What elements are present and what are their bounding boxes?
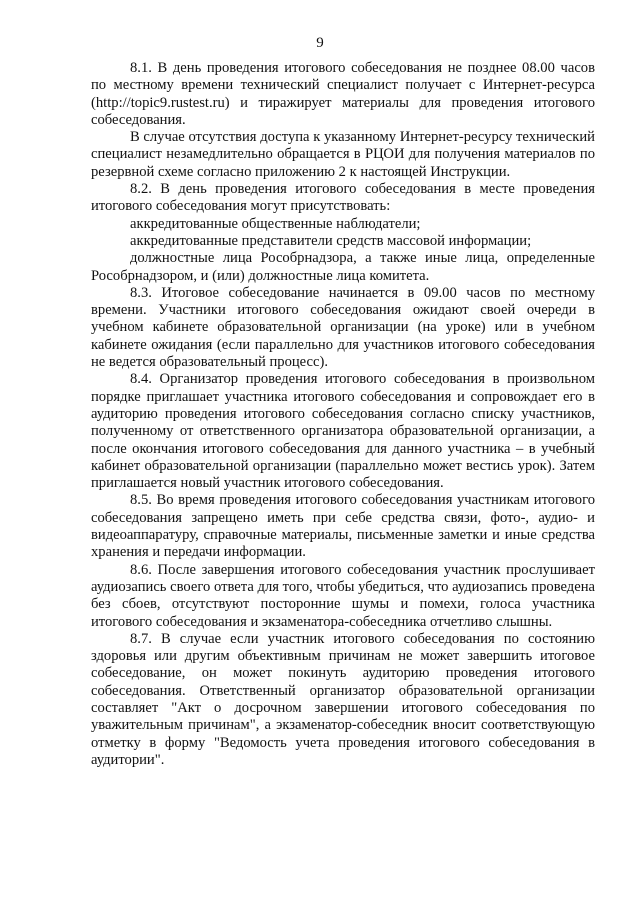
paragraph-8-6: 8.6. После завершения итогового собеседования участник прослушивает аудиозапись своего ответа для того, чтобы убедиться, что аудиозапись проведена без сбоев, отсутствуют посторонние шумы и помехи, голоса участника итогового собеседования и экзаменатора-собеседника отчетливо слышны. xyxy=(91,561,595,630)
paragraph-8-1-reserve: В случае отсутствия доступа к указанному Интернет-ресурсу технический специалист незамедлительно обращается в РЦОИ для получения материалов по резервной схеме согласно приложению 2 к настоящей Инструкции. xyxy=(91,129,595,180)
paragraph-8-4: 8.4. Организатор проведения итогового собеседования в произвольном порядке приглашает участника итогового собеседования и сопровождает его в аудиторию проведения итогового собеседования согласно списку участников, полученному от ответственного организатора образовательной организации, а после окончания итогового собеседования для данного участника – в учебный кабинет образовательной организации (параллельно может вестись урок). Затем приглашается новый участник итогового собеседования. xyxy=(91,371,595,492)
document-body xyxy=(91,60,595,769)
paragraph-8-7: 8.7. В случае если участник итогового собеседования по состоянию здоровья или другим объективным причинам не может завершить итоговое собеседование, он может покинуть аудиторию проведения итогового собеседования. Ответственный организатор образовательной организации составляет "Акт о досрочном завершении итогового собеседования по уважительным причинам", а экзаменатор-собеседник вносит соответствующую отметку в форму "Ведомость учета проведения итогового собеседования в аудитории". xyxy=(91,630,595,768)
page-number: 9 xyxy=(316,35,324,51)
paragraph-8-5: 8.5. Во время проведения итогового собеседования участникам итогового собеседования запрещено иметь при себе средства связи, фото-, аудио- и видеоаппаратуру, справочные материалы, письменные заметки и иные средства хранения и передачи информации. xyxy=(91,492,595,561)
paragraph-8-1: 8.1. В день проведения итогового собеседования не позднее 08.00 часов по местному времени технический специалист получает с Интернет-ресурса (http://topic9.rustest.ru) и тиражирует материалы для проведения итогового собеседования. xyxy=(91,60,595,128)
list-item-officials: должностные лица Рособрнадзора, а также иные лица, определенные Рособрнадзором, и (или) должностные лица комитета. xyxy=(91,250,595,284)
paragraph-8-2: 8.2. В день проведения итогового собеседования в месте проведения итогового собеседования могут присутствовать: xyxy=(91,181,595,215)
list-item-observers: аккредитованные общественные наблюдатели; xyxy=(130,215,421,232)
list-item-media: аккредитованные представители средств массовой информации; xyxy=(130,232,532,249)
paragraph-8-3: 8.3. Итоговое собеседование начинается в 09.00 часов по местному времени. Участники итогового собеседования ожидают своей очереди в учебном кабинете образовательной организации (на уроке) или в учебном кабинете ожидания (если параллельно для участников итогового собеседования не ведется образовательный процесс). xyxy=(91,284,595,371)
